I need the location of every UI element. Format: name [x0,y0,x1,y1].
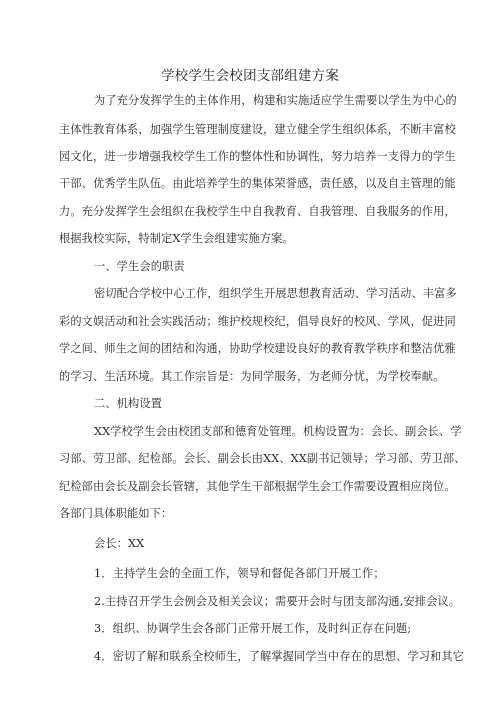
paragraph-line: 根据我校实际，特制定X学生会组建实施方案。 [59,232,294,245]
paragraph-line: XX学校学生会由校团支部和德育处管理。机构设置为：会长、副会长、学 [94,425,462,438]
document-title: 学校学生会校团支部组建方案 [160,68,340,84]
paragraph-line: 学之间、师生之间的团结和沟通，协助学校建设良好的教育教学秩序和整洁优雅 [59,342,456,355]
paragraph-line: 主体性教育体系，加强学生管理制度建设，建立健全学生组织体系，不断丰富校 [59,123,456,136]
role-heading: 会长：XX [94,537,145,550]
paragraph-line: 的学习、生活环境。其工作宗旨是：为同学服务，为老师分忧，为学校奉献。 [59,370,445,383]
paragraph-line: 彩的文娱活动和社会实践活动；维护校规校纪，倡导良好的校风、学风，促进同 [59,315,456,328]
section-heading: 二、机构设置 [94,397,163,410]
list-item: 2.主持召开学生会例会及相关会议；需要开会时与团支部沟通,安排会议。 [94,595,461,608]
paragraph-line: 干部、优秀学生队伍。由此培养学生的集体荣誉感，责任感，以及自主管理的能 [59,177,456,190]
paragraph-line: 习部、劳卫部、纪检部。会长、副会长由XX、XX副书记领导；学习部、劳卫部、 [59,452,466,465]
list-item: 4．密切了解和联系全校师生，了解掌握同学当中存在的思想、学习和其它 [94,650,465,663]
paragraph-line: 纪检部由会长及副会长管辖，其他学生干部根据学生会工作需要设置相应岗位。 [59,480,456,493]
paragraph-line: 为了充分发挥学生的主体作用，构建和实施适应学生需要以学生为中心的 [94,94,457,107]
list-item: 1．主持学生会的全面工作，领导和督促各部门开展工作； [94,567,385,580]
paragraph-line: 力。充分发挥学生会组织在我校学生中自我教育、自我管理、自我服务的作用， [59,205,456,218]
paragraph-line: 各部门具体职能如下： [59,507,173,520]
paragraph-line: 密切配合学校中心工作，组织学生开展思想教育活动、学习活动、丰富多 [94,287,457,300]
section-heading: 一、学生会的职责 [94,260,185,273]
list-item: 3．组织、协调学生会各部门正常开展工作，及时纠正存在问题; [94,622,412,635]
paragraph-line: 园文化，进一步增强我校学生工作的整体性和协调性，努力培养一支得力的学生 [59,150,456,163]
